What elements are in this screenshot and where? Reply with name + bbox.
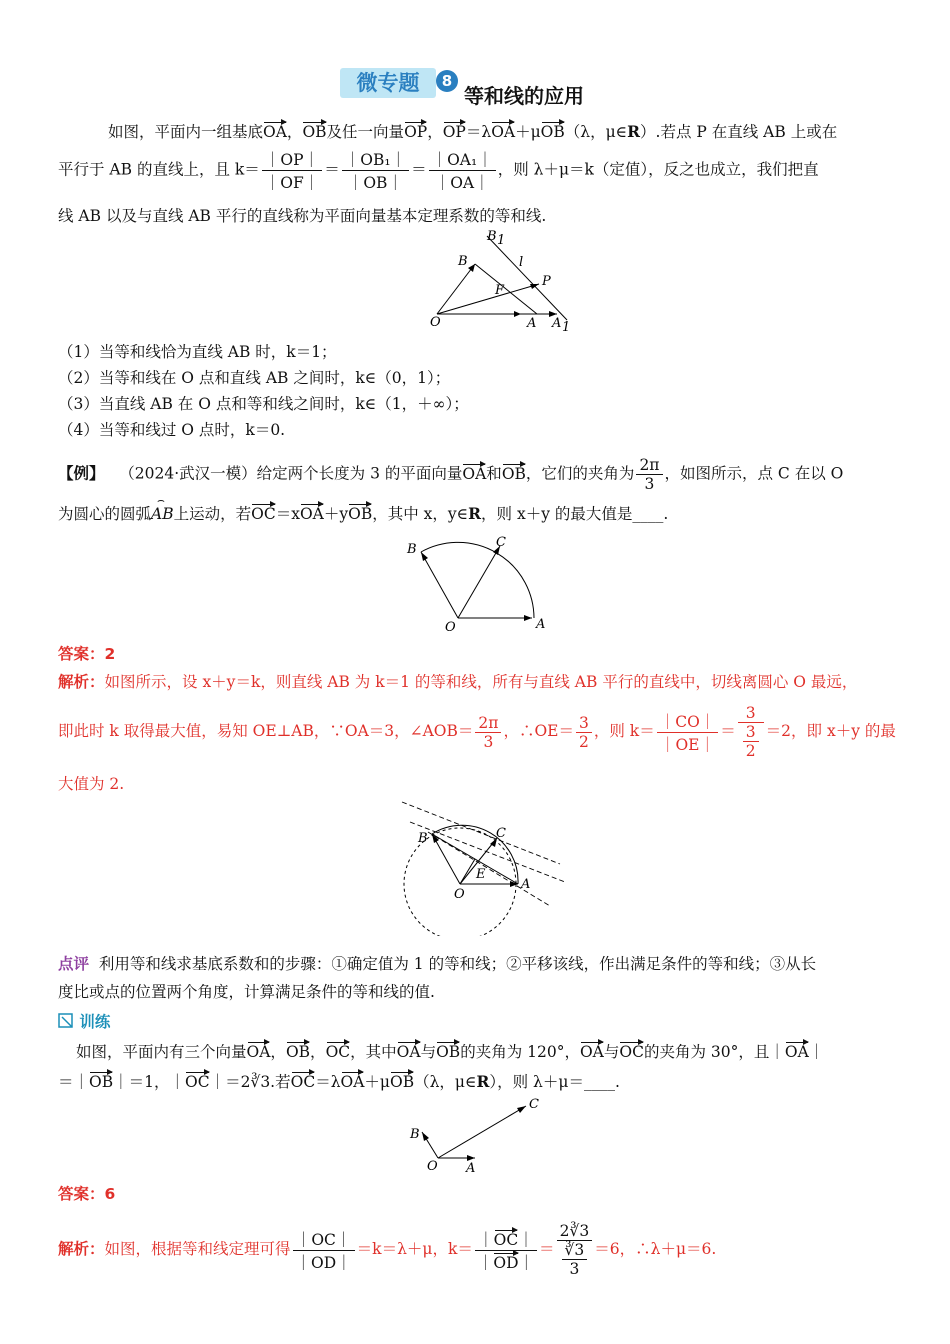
figure-tangent-lines xyxy=(390,796,570,936)
label-B: B xyxy=(407,542,417,557)
label-B1: B xyxy=(487,229,497,244)
analysis-1-line-2: 即此时 k 取得最大值，易知 OE⊥AB，∵OA＝3，∠AOB＝ $\frac{2\pi}{3}$ ，∴OE＝ $\frac{3}{2}$ ，则 k＝ $\frac{|CO|}{|OE|}$ ＝ $\frac{3}{\frac{3}{2}}$ ＝2，即 x＋y 的最 xyxy=(58,704,896,760)
comment-line-2: 度比或点的位置两个角度，计算满足条件的等和线的值. xyxy=(58,983,435,1001)
comment-line-1: 点评 利用等和线求基底系数和的步骤：①确定值为 1 的等和线；②平移该线，作出满足条件的等和线；③从长 xyxy=(58,955,817,973)
label-A: A xyxy=(521,877,531,892)
training-line-2: ＝｜OB｜＝1，｜OC｜＝2∛3.若OC＝λOA＋μOB（λ，μ∈R），则 λ＋μ＝____. xyxy=(58,1072,620,1091)
label-A: A xyxy=(527,316,537,331)
page-title: 等和线的应用 xyxy=(464,84,584,108)
example-line-1: 【例】 （2024·武汉一模）给定两个长度为 3 的平面向量OA和OB，它们的夹角为 $\frac{2\pi}{3}$ ，如图所示，点 C 在以 O xyxy=(58,456,844,493)
label-B1-subscript: 1 xyxy=(497,233,506,248)
label-C: C xyxy=(496,826,506,841)
label-O: O xyxy=(454,887,465,902)
analysis-1-line-3: 大值为 2. xyxy=(58,775,125,793)
figure-arc-sector xyxy=(400,532,560,636)
label-A: A xyxy=(466,1161,476,1176)
answer-1: 答案：2 xyxy=(58,645,116,663)
label-O: O xyxy=(427,1159,438,1174)
label-A: A xyxy=(536,617,546,632)
intro-line-1: 如图，平面内一组基底OA，OB及任一向量OP，OP＝λOA＋μOB（λ，μ∈R）.若点 P 在直线 AB 上或在 xyxy=(108,122,838,141)
label-O: O xyxy=(445,620,456,635)
intro-line-2: 平行于 AB 的直线上，且 k＝ $\frac{|OP|}{|OF|}$ ＝ $\frac{\text{｜OB₁｜}}{|OB|}$ ＝ $\frac{\text{｜OA₁｜}}{|OA|}$ ，则 λ＋μ＝k（定值），反之也成立，我们把直 xyxy=(58,148,819,193)
topic-number-badge: 8 xyxy=(436,70,458,92)
label-l: l xyxy=(519,255,524,270)
label-C: C xyxy=(529,1097,539,1112)
label-C: C xyxy=(496,535,506,550)
label-A1: A xyxy=(552,316,562,331)
training-line-1: 如图，平面内有三个向量OA，OB，OC，其中OA与OB的夹角为 120°，OA与OC的夹角为 30°，且｜OA｜ xyxy=(76,1043,825,1061)
topic-tag: 微专题 xyxy=(340,68,436,98)
analysis-2: 解析：如图，根据等和线定理可得 $\frac{|OC|}{|OD|}$ ＝k＝λ＋μ，k＝ $\frac{|OC|}{|OD|}$ ＝ $\frac{2∛3}{\frac{∛3}{3}}$ ＝6，∴λ＋μ＝6. xyxy=(58,1222,717,1278)
case-1: （1）当等和线恰为直线 AB 时，k＝1； xyxy=(58,343,337,361)
label-B: B xyxy=(410,1127,420,1142)
label-P: P xyxy=(542,274,551,289)
figure-three-vectors xyxy=(400,1094,560,1176)
label-B: B xyxy=(418,831,428,846)
training-heading: 训练 xyxy=(58,1010,110,1032)
figure-equal-sum-lines xyxy=(425,228,575,336)
label-F: F xyxy=(495,283,505,298)
case-3: （3）当直线 AB 在 O 点和等和线之间时，k∈（1，＋∞）； xyxy=(58,395,469,413)
label-A1-subscript: 1 xyxy=(562,320,571,335)
label-O: O xyxy=(430,315,441,330)
intro-line-3: 线 AB 以及与直线 AB 平行的直线称为平面向量基本定理系数的等和线. xyxy=(58,207,547,225)
example-line-2: 为圆心的圆弧 ⌢ AB上运动，若OC＝xOA＋yOB，其中 x，y∈R，则 x＋y 的最大值是____. xyxy=(58,493,669,523)
answer-2: 答案：6 xyxy=(58,1185,116,1203)
case-4: （4）当等和线过 O 点时，k＝0. xyxy=(58,421,286,439)
case-2: （2）当等和线在 O 点和直线 AB 之间时，k∈（0，1）； xyxy=(58,369,451,387)
training-icon xyxy=(58,1013,74,1029)
label-E: E xyxy=(476,867,486,882)
label-B: B xyxy=(458,254,468,269)
analysis-1-line-1: 解析：如图所示，设 x＋y＝k，则直线 AB 为 k＝1 的等和线，所有与直线 AB 平行的直线中，切线离圆心 O 最远， xyxy=(58,673,858,691)
